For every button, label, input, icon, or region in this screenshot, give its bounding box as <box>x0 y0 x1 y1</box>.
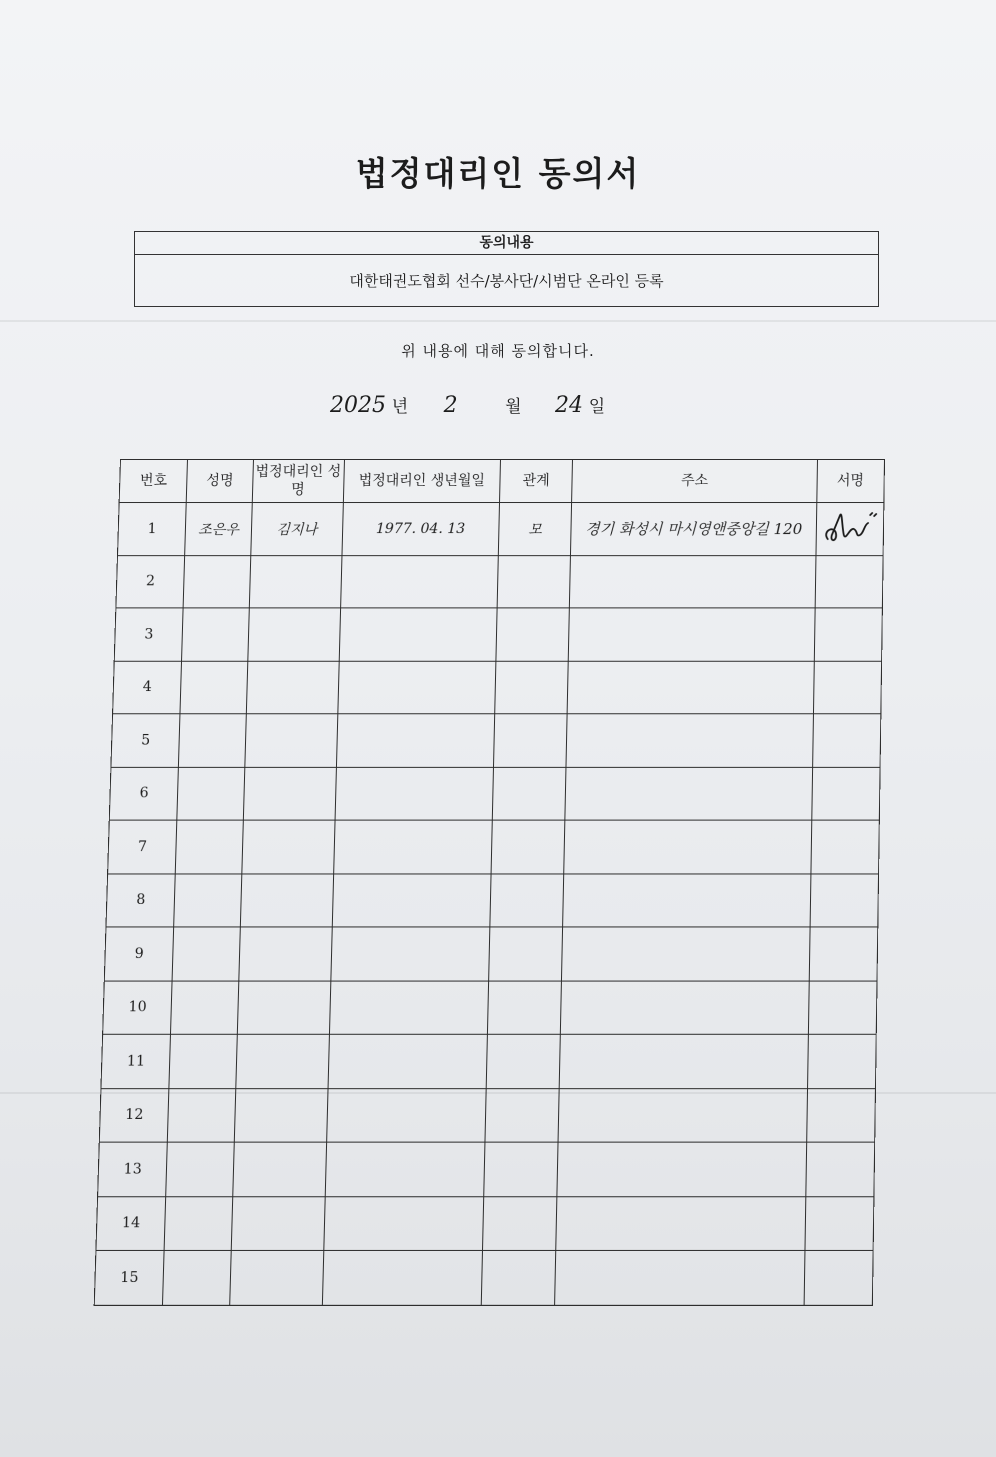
cell-guardian-name <box>237 981 330 1035</box>
cell-guardian-birth <box>337 661 495 714</box>
cell-relation <box>487 981 562 1035</box>
cell-name <box>177 767 244 820</box>
cell-guardian-birth <box>322 1250 482 1304</box>
cell-guardian-birth <box>326 1088 486 1142</box>
cell-address <box>564 820 811 873</box>
cell-address <box>563 873 810 926</box>
guardian-roster <box>94 459 885 1305</box>
cell-guardian-name <box>248 608 341 661</box>
column-header-guardian-name: 법정대리인 성명 <box>252 459 344 502</box>
cell-signature <box>805 1142 874 1196</box>
cell-guardian-name <box>249 555 342 608</box>
cell-no: 9 <box>104 927 174 981</box>
cell-signature <box>809 927 878 981</box>
cell-guardian-name <box>233 1142 327 1196</box>
cell-guardian-name <box>229 1250 323 1304</box>
cell-guardian-birth <box>332 873 491 926</box>
cell-name <box>171 981 239 1035</box>
cell-address <box>558 1088 807 1142</box>
cell-no: 7 <box>108 820 178 873</box>
table-row <box>99 1088 875 1142</box>
cell-address <box>561 981 809 1035</box>
cell-address <box>568 661 814 714</box>
consent-content-body: 대한태권도협회 선수/봉사단/시범단 온라인 등록 <box>349 272 664 290</box>
cell-relation: 모 <box>498 503 572 556</box>
cell-address <box>557 1142 806 1196</box>
cell-guardian-name <box>245 714 338 767</box>
table-row <box>118 503 884 556</box>
guardian-table <box>94 459 885 1305</box>
cell-no: 12 <box>99 1088 169 1142</box>
date-year: 2025 <box>330 393 386 418</box>
cell-signature <box>816 503 884 556</box>
cell-no: 5 <box>111 714 180 767</box>
cell-guardian-name <box>242 820 335 873</box>
cell-guardian-birth <box>325 1142 485 1196</box>
column-header-guardian-birth: 법정대리인 생년월일 <box>343 459 500 502</box>
cell-relation <box>490 873 564 926</box>
date-day-label: 일 <box>588 397 606 417</box>
cell-signature <box>805 1196 874 1250</box>
cell-guardian-name <box>236 1034 330 1088</box>
cell-name <box>184 555 251 608</box>
table-row <box>96 1196 874 1250</box>
cell-address <box>556 1196 805 1250</box>
cell-no: 15 <box>94 1250 164 1304</box>
cell-signature <box>804 1250 873 1304</box>
table-row <box>103 981 877 1035</box>
cell-relation <box>489 927 563 981</box>
cell-address <box>560 1034 808 1088</box>
cell-relation <box>493 714 567 767</box>
cell-name <box>179 714 246 767</box>
cell-signature <box>810 873 879 926</box>
cell-guardian-name <box>243 767 336 820</box>
cell-guardian-name <box>234 1088 328 1142</box>
cell-name <box>180 661 247 714</box>
cell-guardian-birth <box>323 1196 483 1250</box>
cell-relation <box>491 820 565 873</box>
cell-guardian-birth <box>329 981 488 1035</box>
table-row <box>108 820 880 873</box>
cell-address <box>562 927 810 981</box>
cell-relation <box>481 1250 556 1304</box>
cell-no: 3 <box>114 608 183 661</box>
cell-no: 14 <box>96 1196 166 1250</box>
table-row <box>101 1034 876 1088</box>
cell-address <box>569 608 815 661</box>
cell-no: 8 <box>106 873 176 926</box>
cell-name <box>172 927 240 981</box>
cell-signature <box>813 661 882 714</box>
cell-name: 조은우 <box>185 503 252 556</box>
cell-name <box>176 820 243 873</box>
cell-address <box>566 714 813 767</box>
column-header-name: 성명 <box>187 459 254 502</box>
cell-signature <box>814 608 883 661</box>
table-row <box>106 873 879 926</box>
cell-name <box>166 1142 234 1196</box>
cell-name <box>168 1088 236 1142</box>
cell-address <box>555 1250 804 1304</box>
cell-guardian-birth <box>333 820 492 873</box>
date-month: 2 <box>443 393 458 418</box>
date-year-label: 년 <box>391 397 409 417</box>
cell-guardian-name <box>239 927 332 981</box>
cell-relation <box>484 1142 559 1196</box>
cell-address <box>570 555 816 608</box>
cell-signature <box>810 820 879 873</box>
table-row <box>113 661 882 714</box>
cell-guardian-birth <box>331 927 490 981</box>
cell-guardian-name <box>240 873 333 926</box>
cell-signature <box>806 1088 875 1142</box>
table-row <box>109 767 880 820</box>
cell-signature <box>815 555 883 608</box>
column-header-signature: 서명 <box>816 459 884 502</box>
cell-guardian-name <box>231 1196 325 1250</box>
cell-signature <box>807 1034 876 1088</box>
cell-relation <box>482 1196 557 1250</box>
cell-address <box>565 767 812 820</box>
table-row <box>94 1250 873 1304</box>
cell-guardian-name: 김지나 <box>251 503 343 556</box>
table-row <box>104 927 877 981</box>
cell-name <box>169 1034 237 1088</box>
cell-guardian-birth <box>335 767 494 820</box>
handwritten-signature-icon <box>819 507 880 547</box>
cell-no: 10 <box>103 981 173 1035</box>
cell-no: 13 <box>98 1142 168 1196</box>
cell-name <box>163 1250 231 1304</box>
cell-name <box>182 608 249 661</box>
cell-relation <box>485 1088 560 1142</box>
column-header-no: 번호 <box>119 459 188 502</box>
cell-signature <box>808 981 877 1035</box>
cell-signature <box>811 767 880 820</box>
cell-guardian-birth <box>336 714 495 767</box>
cell-no: 1 <box>118 503 187 556</box>
cell-no: 2 <box>116 555 185 608</box>
table-header-row <box>119 459 884 502</box>
document-title: 법정대리인 동의서 <box>355 154 641 193</box>
cell-guardian-birth: 1977. 04. 13 <box>342 503 500 556</box>
cell-name <box>165 1196 233 1250</box>
consent-content-box <box>134 231 879 307</box>
cell-no: 11 <box>101 1034 171 1088</box>
cell-relation <box>497 555 571 608</box>
agreement-statement: 위 내용에 대해 동의합니다. <box>401 342 595 360</box>
consent-content-header: 동의내용 <box>135 232 878 255</box>
table-row <box>114 608 882 661</box>
cell-no: 4 <box>113 661 182 714</box>
table-row <box>111 714 881 767</box>
cell-guardian-birth <box>328 1034 488 1088</box>
cell-name <box>174 873 242 926</box>
signed-date <box>330 392 605 418</box>
cell-signature <box>812 714 881 767</box>
cell-relation <box>495 661 569 714</box>
cell-relation <box>492 767 566 820</box>
cell-relation <box>486 1034 561 1088</box>
cell-relation <box>496 608 570 661</box>
cell-guardian-birth <box>340 555 498 608</box>
date-day: 24 <box>555 393 584 418</box>
column-header-address: 주소 <box>572 459 817 502</box>
cell-address: 경기 화성시 마시영앤중앙길 120 <box>571 503 816 556</box>
table-row <box>116 555 883 608</box>
date-month-label: 월 <box>505 397 522 417</box>
paper-fold-line <box>0 320 996 322</box>
column-header-relation: 관계 <box>499 459 572 502</box>
cell-guardian-birth <box>339 608 497 661</box>
cell-no: 6 <box>109 767 179 820</box>
table-row <box>98 1142 875 1196</box>
cell-guardian-name <box>246 661 339 714</box>
